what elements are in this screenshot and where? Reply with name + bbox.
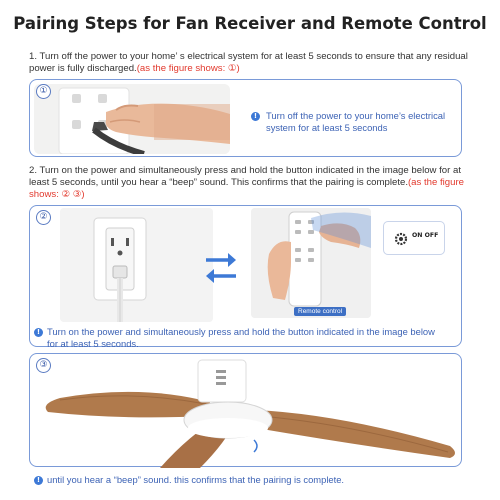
remote-control-label: Remote control	[294, 307, 346, 316]
step-1-body: 1. Turn off the power to your home’ s electrical system for at least 5 seconds to ensure that any residual power is fully discharged.	[29, 51, 468, 74]
hand-holding-remote-illustration	[251, 208, 371, 318]
step-1-panel	[29, 79, 462, 157]
step-1-note: (as the figure shows: ①)	[136, 63, 240, 74]
onoff-button-label: ON OFF	[412, 232, 439, 239]
page-title: Pairing Steps for Fan Receiver and Remote Control	[13, 14, 487, 33]
step-3-panel	[29, 353, 462, 467]
exchange-arrows-icon	[202, 248, 240, 288]
step-2-note: (as the figure shows: ② ③)	[29, 177, 464, 200]
wall-outlet-photo	[60, 208, 213, 322]
step-2-number-badge: ②	[36, 210, 51, 225]
hand-unplugging-illustration	[34, 84, 230, 154]
step-3-number-badge: ③	[36, 358, 51, 373]
ceiling-fan-illustration	[30, 354, 463, 468]
step-2-body: 2. Turn on the power and simultaneously press and hold the button indicated in the image below for at least 5 seconds, until you hear a “beep” sound. This confirms that the pairing is complete.	[29, 165, 461, 188]
outlet-unplug-photo	[34, 84, 230, 154]
step-3-info-text: until you hear a “beep” sound. this confirms that the pairing is complete.	[47, 474, 345, 485]
wall-outlet-illustration	[60, 208, 213, 322]
info-icon: !	[251, 112, 260, 121]
step-1-number-badge: ①	[36, 84, 51, 99]
onoff-callout	[383, 221, 445, 255]
gear-icon	[393, 231, 409, 247]
step-1-text	[29, 51, 469, 75]
remote-control-photo	[251, 208, 371, 318]
info-icon: !	[34, 476, 43, 485]
step-2-text	[29, 165, 469, 201]
step-1-info-text: Turn off the power to your home’s electrical system for at least 5 seconds	[266, 110, 446, 133]
step-2-info-text: Turn on the power and simultaneously press and hold the button indicated in the image below for at least 5 seconds.	[47, 326, 435, 349]
info-icon: !	[34, 328, 43, 337]
